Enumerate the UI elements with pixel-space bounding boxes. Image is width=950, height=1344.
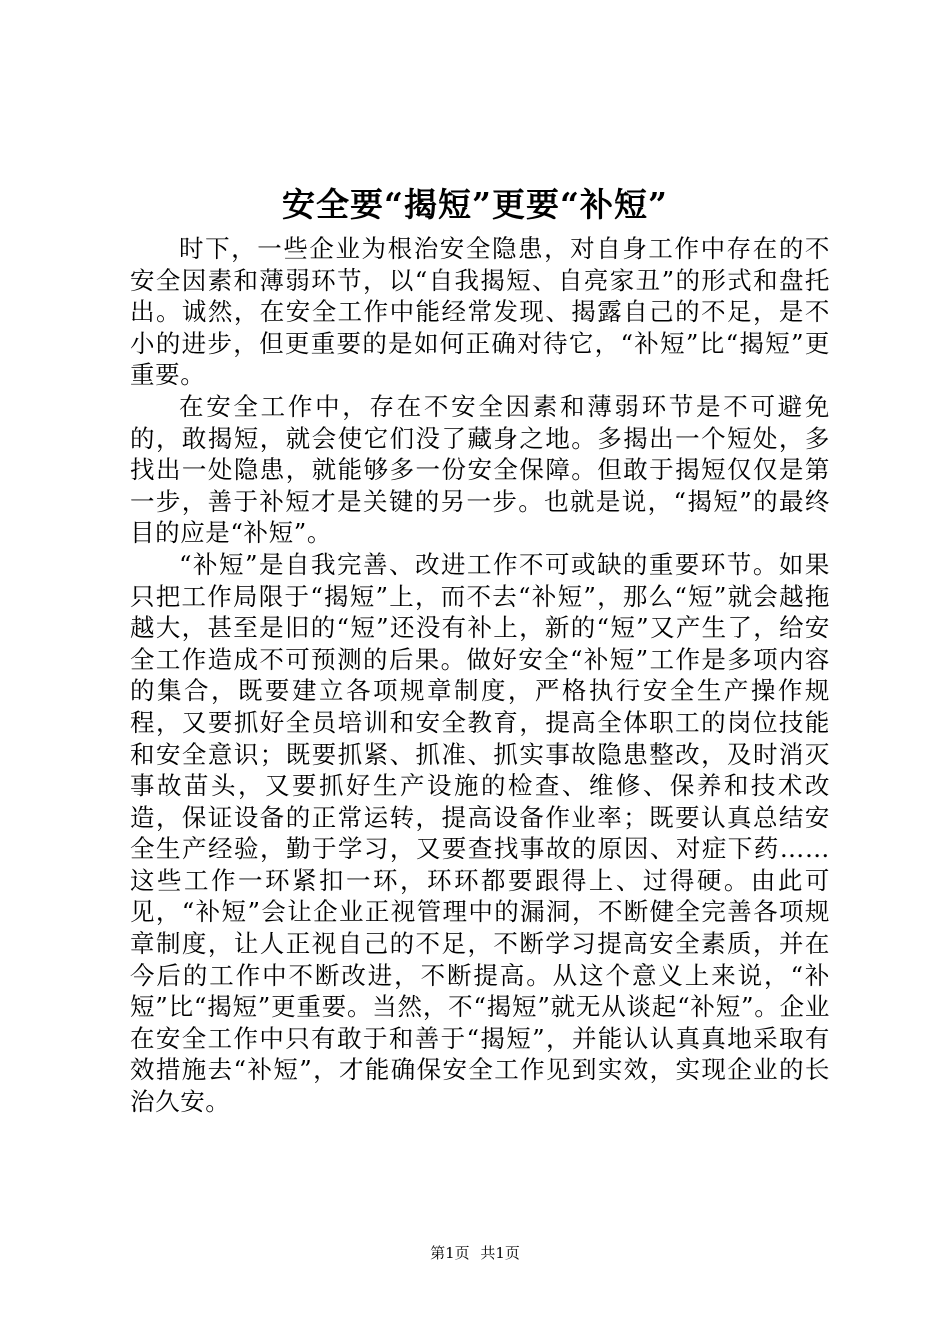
document-title: 安全要“揭短”更要“补短” [282, 185, 668, 224]
page-footer [0, 1243, 950, 1263]
paragraph: 在安全工作中，存在不安全因素和薄弱环节是不可避免的，敢揭短，就会使它们没了藏身之地。多揭出一个短处，多找出一处隐患，就能够多一份安全保障。但敢于揭短仅仅是第一步，善于补短才是关键的另一步。也就是说，“揭短”的最终目的应是“补短”。 [130, 391, 830, 548]
page-total: 共1页 [480, 1244, 520, 1262]
page-number: 第1页 [430, 1244, 470, 1262]
paragraph: “补短”是自我完善、改进工作不可或缺的重要环节。如果只把工作局限于“揭短”上，而不去“补短”，那么“短”就会越拖越大，甚至是旧的“短”还没有补上，新的“短”又产生了，给安全工作造成不可预测的后果。做好安全“补短”工作是多项内容的集合，既要建立各项规章制度，严格执行安全生产操作规程，又要抓好全员培训和安全教育，提高全体职工的岗位技能和安全意识；既要抓紧、抓准、抓实事故隐患整改，及时消灭事故苗头，又要抓好生产设施的检查、维修、保养和技术改造，保证设备的正常运转，提高设备作业率；既要认真总结安全生产经验，勤于学习，又要查找事故的原因、对症下药……这些工作一环紧扣一环，环环都要跟得上、过得硬。由此可见，“补短”会让企业正视管理中的漏洞，不断健全完善各项规章制度，让人正视自己的不足，不断学习提高安全素质，并在今后的工作中不断改进，不断提高。从这个意义上来说，“补短”比“揭短”更重要。当然，不“揭短”就无从谈起“补短”。企业在安全工作中只有敢于和善于“揭短”，并能认认真真地采取有效措施去“补短”，才能确保安全工作见到实效，实现企业的长治久安。 [130, 549, 830, 1117]
paragraph: 时下，一些企业为根治安全隐患，对自身工作中存在的不安全因素和薄弱环节，以“自我揭短、自亮家丑”的形式和盘托出。诚然，在安全工作中能经常发现、揭露自己的不足，是不小的进步，但更重要的是如何正确对待它，“补短”比“揭短”更重要。 [130, 234, 830, 390]
document-body [130, 233, 830, 1118]
